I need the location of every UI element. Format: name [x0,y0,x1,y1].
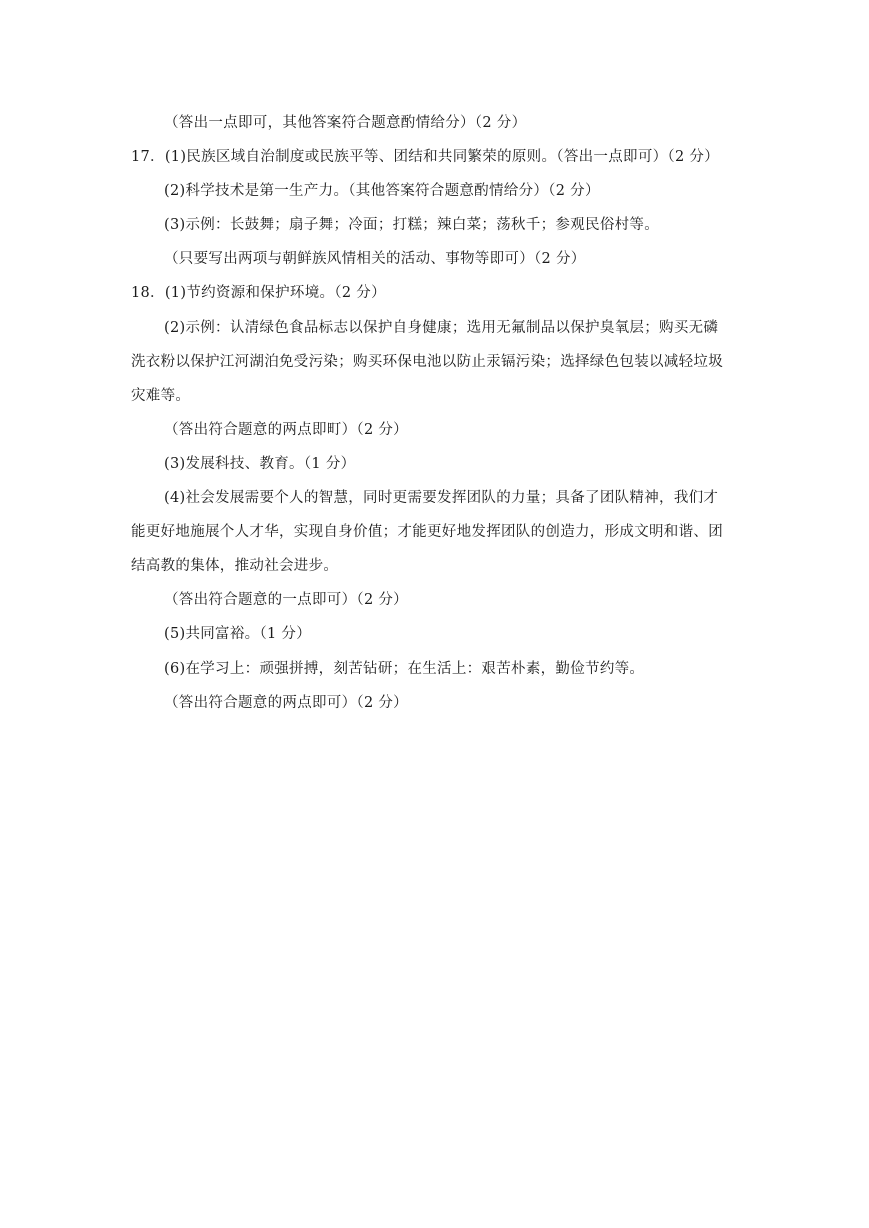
question-18-part-6: (6)在学习上：顽强拼搏，刻苦钻研；在生活上：艰苦朴素，勤俭节约等。 [164,661,645,677]
question-18-part-4-line-3: 结高教的集体，推动社会进步。 [131,558,339,574]
question-17-part-2: (2)科学技术是第一生产力。（其他答案符合题意酌情给分）（2 分） [164,183,600,199]
question-18-part-2-line-1: (2)示例：认清绿色食品标志以保护自身健康；选用无氟制品以保护臭氧层；购买无磷 [164,320,719,336]
question-18-part-4-line-2: 能更好地施展个人才华，实现自身价值；才能更好地发挥团队的创造力，形成文明和谐、团 [131,524,723,540]
question-18-part-4-line-1: (4)社会发展需要个人的智慧，同时更需要发挥团队的力量；具备了团队精神，我们才 [164,490,719,506]
question-18-part-1: 18．(1)节约资源和保护环境。（2 分） [131,285,386,301]
question-18-part-5: (5)共同富裕。（1 分） [164,626,312,642]
question-18-part-6-note: （答出符合题意的两点即可）（2 分） [164,695,408,711]
question-18-part-2-note: （答出符合题意的两点即町）（2 分） [164,422,408,438]
answer-note-previous: （答出一点即可，其他答案符合题意酌情给分）（2 分） [164,115,527,131]
question-18-part-3: (3)发展科技、教育。（1 分） [164,456,356,472]
question-17-part-3: (3)示例：长鼓舞；扇子舞；冷面；打糕；辣白菜；荡秋千；参观民俗村等。 [164,217,660,233]
question-17-part-3-note: （只要写出两项与朝鲜族风情相关的活动、事物等即可）（2 分） [164,251,586,267]
question-18-part-2-line-2: 洗衣粉以保护江河湖泊免受污染；购买环保电池以防止汞镉污染；选择绿色包装以减轻垃圾 [131,354,723,370]
question-18-part-2-line-3: 灾难等。 [131,388,191,404]
question-18-part-4-note: （答出符合题意的一点即可）（2 分） [164,592,408,608]
question-17-part-1: 17．(1)民族区域自治制度或民族平等、团结和共同繁荣的原则。（答出一点即可）（2 分） [131,149,720,165]
